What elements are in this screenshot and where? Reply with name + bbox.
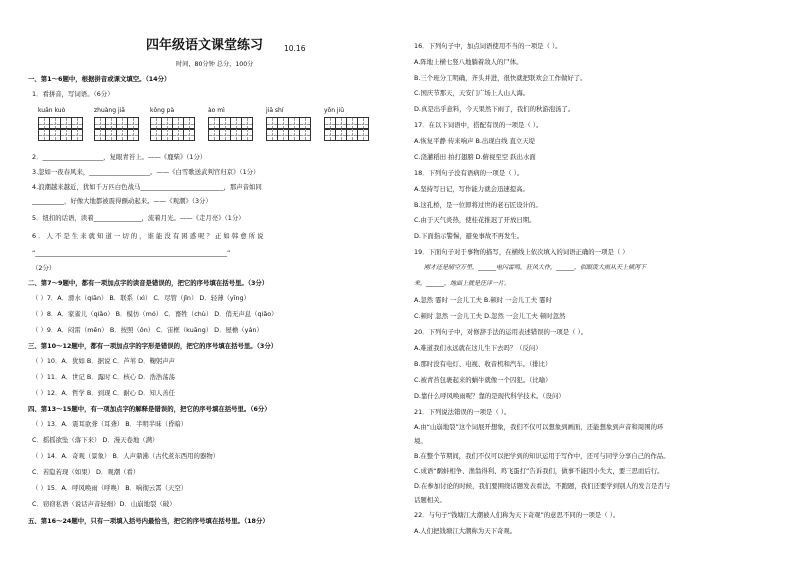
- question-7: （ ）7．A．滑水（qiān） B．联系（xì） C．尽管（jǐn） D．轻薄（yīng）: [32, 294, 250, 302]
- question-12: （ ）12．A．哲学 B．到现 C．耐心 D．知人善任: [32, 389, 176, 397]
- question-17-options-cd: C.浇灌稻田 拍打翅膀 D.俯视至空 跃出水面: [414, 153, 536, 161]
- question-16-option-c: C.国庆节那天，天安门广场上人山人海。: [414, 89, 530, 97]
- question-5: 5．纽扣的话语，读着_______________，流着月光。——《走月亮》（1分）: [32, 214, 245, 222]
- section-3-heading: 三、第10～12题中，都有一项加点字的字形是错误的，把它的序号填在括号里。（3分）: [28, 342, 278, 350]
- question-20-option-b: B.那时没有电灯、电视、收音机和汽车。（排比）: [414, 360, 552, 368]
- question-13-line2: C．摇摇欲坠（落下来） D．漫天卷地（满）: [32, 436, 159, 444]
- question-18-option-d: D.下面指示警惕，避免事故不再发生。: [414, 232, 524, 240]
- question-15-line2: C．窃窃私语（说话声音轻细）D．山崩地裂（破）: [32, 500, 176, 508]
- question-6-line1: 6 ． 人 不 是 生 来 就 知 道 一 切 的 ， 谁 能 没 有 困 惑 呢 ？ 正 如 韩 愈 所 说: [32, 232, 264, 240]
- question-1: 1．看拼音，写词语。（6分）: [32, 90, 114, 98]
- question-16-option-d: D.真是出乎意料，今天果然下雨了，我们的秋游泡汤了。: [414, 105, 575, 113]
- question-10: （ ）10．A．犹如 B．据说 C．芦苇 D．鞠躬声声: [32, 357, 176, 365]
- question-3: 3.忽如一夜春风来，___________________。——《白雪歌送武判官归京》（1分）: [32, 168, 260, 176]
- question-21-option-d-cont: 话题相关。: [414, 496, 446, 504]
- pinyin-5: jiā shí: [266, 107, 284, 114]
- question-19: 19．下面句子对于事物的描写，在横线上依次填入的词语正确的一项是（ ）: [414, 248, 629, 256]
- question-16-option-b: B.三个班分工明确，齐头并进，很快就把联欢会工作做好了。: [414, 74, 587, 82]
- section-5-heading: 五、第16～24题中，只有一项填入括号内最恰当，把它的序号填在括号里。（18分）: [28, 517, 269, 525]
- question-19-passage-line2: 来，______，地面上就是汪洋一片。: [414, 280, 511, 287]
- pinyin-4: ào mì: [208, 107, 225, 114]
- question-4-line1: 4.浪潮越来越近，犹如千万匹白色战马__________________________，那声音如同: [32, 183, 262, 191]
- question-6-score: （2分）: [32, 264, 56, 272]
- question-16-option-a: A.阵地上横七竖八地躺着敌人的尸体。: [414, 58, 523, 66]
- question-20-option-c: C.被青苔包裹起来的蜗牛就像一个囚犯。（比喻）: [414, 376, 552, 384]
- question-4-line2: __________，好像大地都被震得颤动起来。——《观潮》（3分）: [32, 197, 212, 205]
- answer-grid-6b[interactable]: [324, 128, 369, 141]
- exam-meta: 时间，80分钟 总分，100分: [176, 61, 254, 68]
- question-14-line1: （ ）14．A．奇观（景象） B．人声鼎沸（古代煮东西用的器物）: [32, 452, 220, 460]
- question-19-passage-line1: 刚才还是晴空万里，______电闪雷鸣，狂风大作，______，似眼泼大雨从天上倾泻下: [424, 264, 647, 271]
- section-1-heading: 一、第1～6题中，根据拼音或课文填空。（14分）: [28, 75, 171, 83]
- question-21-option-b: B.在整个节期间，我们不仅可以把学到的知识运用于写作中，还可与同学分享自己的作品。: [414, 452, 670, 460]
- question-21-option-a-cont: 境。: [414, 437, 427, 445]
- pinyin-3: kǒng pà: [150, 107, 175, 114]
- question-14-line2: C．若隐若现（如果） D．观潮（看）: [32, 468, 140, 476]
- question-9: （ ）9．A．闷雷（mēn） B．按照（ǒn） C．宙框（kuāng） D．屋檐（yán）: [32, 326, 263, 334]
- question-22-option-a: A.人们把钱塘江大潮称为天下奇观。: [414, 527, 517, 535]
- question-2: 2．___________________，复眼青苔上。——《鹿柴》（1分）: [32, 153, 207, 161]
- question-19-options-ab: A.忽然 霎时 一会儿工夫 B.顿时 一会儿工夫 霎时: [414, 296, 552, 304]
- answer-grid-5b[interactable]: [266, 128, 311, 141]
- question-20: 20．下列句子中，对修辞手法的运用表述错误的一项是（ ）。: [414, 328, 588, 336]
- answer-grid-2b[interactable]: [94, 128, 139, 141]
- question-22: 22．与句子“钱塘江大潮被人们称为天下奇观”的意思不同的一项是（ ）。: [414, 511, 620, 519]
- question-18-option-a: A.坚持写日记，写作能力就会迅速提高。: [414, 185, 529, 193]
- question-18-option-b: B.这孔桥，是一位即将过世的老石匠设计的。: [414, 201, 542, 209]
- question-20-option-a: A.难道我们永远就在这儿生下去吗？（反问）: [414, 344, 542, 352]
- question-15-line1: （ ）15．A．呼风唤雨（呼唤） B．响彻云霄（天空）: [32, 484, 188, 492]
- question-17-options-ab: A.恢复平静 传来响声 B.出现白线 直立天堤: [414, 137, 536, 145]
- pinyin-1: kuān kuò: [38, 107, 66, 114]
- question-13-line1: （ ）13．A．震耳欲聋（耳聋） B．半明半昧（昏暗）: [32, 420, 188, 428]
- question-20-option-d: D.靠什么呼风唤雨呢？靠的是现代科学技术。（设问）: [414, 392, 565, 400]
- question-21-option-a: A.由“山崩地裂”这个词展开想象，我们不仅可以想象到画面，还能想象到声音和周围的环: [414, 423, 664, 431]
- question-18-option-c: C.由于天气炎热，使桂花推迟了开放日期。: [414, 216, 536, 224]
- question-21-option-d: D.在参加讨论的时候，我们要围绕话题发表看法，不跑题，我们还要学到别人的发言是否与: [414, 482, 671, 490]
- pinyin-2: zhuàng jiā: [94, 107, 125, 114]
- answer-grid-1b[interactable]: [38, 128, 83, 141]
- section-4-heading: 四、第13～15题中，有一项加点字的解释是错误的，把它的序号填在括号里。（6分）: [28, 405, 271, 413]
- page-title: 四年级语文课堂练习: [146, 38, 264, 53]
- answer-grid-4b[interactable]: [208, 128, 253, 141]
- question-18: 18．下列句子没有语病的一项是（ ）。: [414, 169, 524, 177]
- question-17: 17．在以下词语中，搭配有误的一项是（ ）。: [414, 121, 543, 129]
- pinyin-6: yōn jiū: [324, 107, 345, 114]
- question-8: （ ）8．A．家雀儿（qiǎo） B．模仿（mó） C．畜牲（chù） D．俏无声息（qiǎo）: [32, 310, 278, 318]
- question-21: 21．下列说法错误的一项是（ ）。: [414, 408, 511, 416]
- question-11: （ ）11．A．世记 B．露时 C．核心 D．浩浩荡荡: [32, 373, 176, 381]
- title-date: 10.16: [284, 44, 306, 53]
- question-21-option-c: C.成语“鹬蚌相争、渔翁得利、鸡飞蛋打”告诉我们，做事不能因小失大，要三思而后行。: [414, 467, 664, 475]
- answer-grid-3b[interactable]: [150, 128, 195, 141]
- question-6-line2: “____________________________________________________________”: [32, 249, 231, 257]
- section-2-heading: 二、第7～9题中，都有一项加点字的读音是错误的，把它的序号填在括号里。（3分）: [28, 279, 269, 287]
- question-19-options-cd: C.顿时 忽然 一会儿工夫 D.忽然 一会儿工夫 顿时忽然: [414, 312, 566, 320]
- question-16: 16．下列句子中，加点词语使用不当的一项是（ ）。: [414, 42, 562, 50]
